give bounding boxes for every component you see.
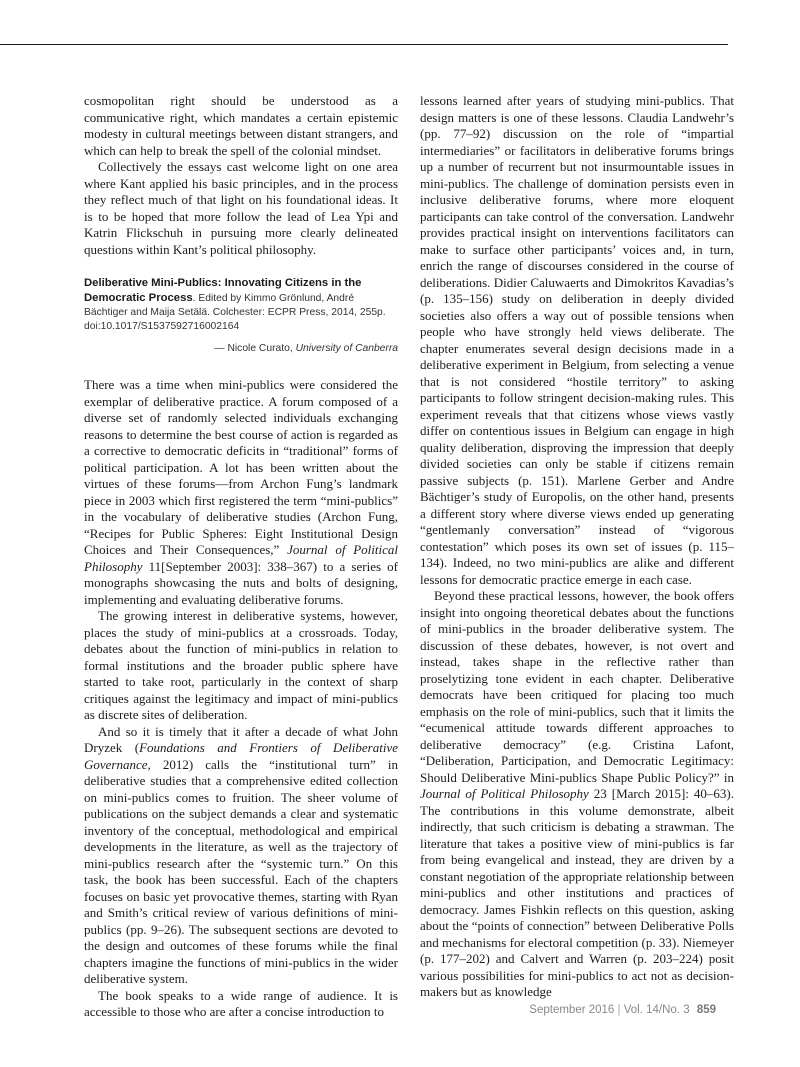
paragraph: There was a time when mini-publics were considered the exemplar of deliberative practice. A forum composed of a diverse set of randomly selected individuals exchanging reasons to determine the best course of action is regarded as a corrective to democratic deficits in “traditional” forms of political participation. A lot has been written about the virtues of these forums—from Archon Fung’s landmark piece in 2003 which first registered the term “mini-publics” in the vocabulary of deliberative studies (Archon Fung, “Recipes for Public Spheres: Eight Institutional Design Choices and Their Consequences,” Journal of Political Philosophy 11[September 2003]: 338–367) to a series of monographs showcasing the nuts and bolts of designing, implementing and evaluating deliberative forums. — [84, 377, 398, 607]
page-footer — [529, 1004, 716, 1016]
book-details: . Edited by Kimmo Grönlund, André Bächtiger and Maija Setälä. Colchester: ECPR Press, 2014, 255p. — [84, 293, 386, 318]
book-title: Deliberative Mini-Publics: Innovating Citizens in the Democratic Process — [84, 277, 362, 304]
book-review-header — [84, 276, 398, 334]
right-column — [420, 93, 734, 1001]
reviewer-line — [84, 342, 398, 356]
journal-title: Journal of Political Philosophy — [84, 542, 398, 574]
left-column — [84, 93, 398, 1021]
paragraph: The book speaks to a wide range of audience. It is accessible to those who are after a concise introduction to — [84, 987, 398, 1019]
doi: doi:10.1017/S1537592716002164 — [84, 321, 240, 332]
book-citation: Foundations and Frontiers of Deliberative Governance, — [84, 740, 398, 772]
reviewer-name: — Nicole Curato, — [214, 343, 296, 354]
paragraph: lessons learned after years of studying mini-publics. That design matters is one of these lessons. Claudia Landwehr’s (pp. 77–92) discussion on the role of “impartial intermediaries” or facilitators in deliberative forums brings up a number of recurrent but not insurmountable issues in mini-publics. The challenge of domination persists even in inclusive deliberative forums, where more eloquent participants can take control of the conversation. Landwehr provides practical insight on interventions facilitators can make to surface other participants’ voices and, in turn, enrich the range of discourses considered in the course of deliberations. Didier Caluwaerts and Dimokritos Kavadias’s (p. 135–156) study on deliberation in deeply divided societies also offers a way out of possible tensions when people who have strongly held views deliberate. The chapter enumerates several design decisions made in a deliberative experiment in Belgium, from selecting a venue that is not considered “hostile territory” to asking participants to follow stringent decision-making rules. This experiment reveals that that citizens whose views vastly differ on contentious issues in Belgium can engage in high quality deliberation, disproving the impression that deeply divided societies can only be stable if citizens remain passive subjects (p. 151). Marlene Gerber and Andre Bächtiger’s study of Europolis, on the other hand, presents a different story where diverse views ended up generating “gentlemanly conversation” instead of “vigorous contestation” which poses its own set of issues (p. 115–134). Indeed, no two mini-publics are alike and different lessons for democratic practice emerge in each case. — [420, 93, 734, 587]
journal-title: Journal of Political Philosophy — [420, 786, 589, 801]
reviewer-affiliation: University of Canberra — [295, 343, 398, 354]
issue-date: September 2016 — [529, 1004, 615, 1016]
page-number: 859 — [696, 1004, 716, 1016]
header-rule — [0, 44, 728, 45]
footer-separator: | — [617, 1004, 621, 1016]
paragraph: Beyond these practical lessons, however, the book offers insight into ongoing theoretical debates about the functions of mini-publics in the broader deliberative system. The discussion of these debates, however, is not overt and instead, takes shape in the reflective rather than proselytizing tone evident in each chapter. Deliberative democrats have been critiqued for placing too much emphasis on the role of mini-publics, such that it limits the “ecumenical attitude towards different approaches to deliberative democracy” (e.g. Cristina Lafont, “Deliberation, Participation, and Democratic Legitimacy: Should Deliberative Mini-publics Shape Public Policy?” in Journal of Political Philosophy 23 [March 2015]: 40–63). The contributions in this volume demonstrate, albeit indirectly, that such criticism is debating a strawman. The literature that takes a positive view of mini-publics is far from being evangelical and instead, they are driven by a constant negotiation of the appropriate relationship between mini-publics and other institutions and practices of democracy. James Fishkin reflects on this question, asking about the “points of connection” between Deliberative Polls and mechanisms for electoral competition (p. 33). Niemeyer (p. 177–202) and Calvert and Warren (p. 203–224) posit various possibilities for mini-publics to act not as decision-makers but as knowledge — [420, 588, 734, 999]
paragraph: And so it is timely that it after a decade of what John Dryzek (Foundations and Frontiers of Deliberative Governance, 2012) calls the “institutional turn” in deliberative studies that a comprehensive edited collection on mini-publics comes to fruition. The sheer volume of publications on the subject demands a clear and systematic inventory of the conceptual, methodological and empirical developments in the literature, as well as the trajectory of mini-publics research after the “systemic turn.” On this task, the book has been successful. Each of the chapters focuses on basic yet provocative themes, starting with Ryan and Smith’s critical review of various definitions of mini-publics (pp. 9–26). The subsequent sections are devoted to the design and outcomes of these forums while the final chapters imagine the functions of mini-publics in the wider deliberative system. — [84, 723, 398, 986]
volume-issue: Vol. 14/No. 3 — [623, 1004, 690, 1016]
paragraph: The growing interest in deliberative systems, however, places the study of mini-publics at a crossroads. Today, debates about the function of mini-publics in relation to formal institutions and the broader public sphere have started to take root, particularly in the context of sharp critiques against the legitimacy and impact of mini-publics as discrete sites of deliberation. — [84, 608, 398, 722]
paragraph: Collectively the essays cast welcome light on one area where Kant applied his basic principles, and in the process they reflect much of that light on his foundational ideas. It is to be hoped that more follow the lead of Lea Ypi and Katrin Flickschuh in pursuing more clearly delineated questions within Kant’s political philosophy. — [84, 159, 398, 257]
paragraph: cosmopolitan right should be understood as a communicative right, which mandates a certain epistemic modesty in cultural meetings between distant strangers, and which can help to break the spell of the colonial mindset. — [84, 93, 398, 158]
